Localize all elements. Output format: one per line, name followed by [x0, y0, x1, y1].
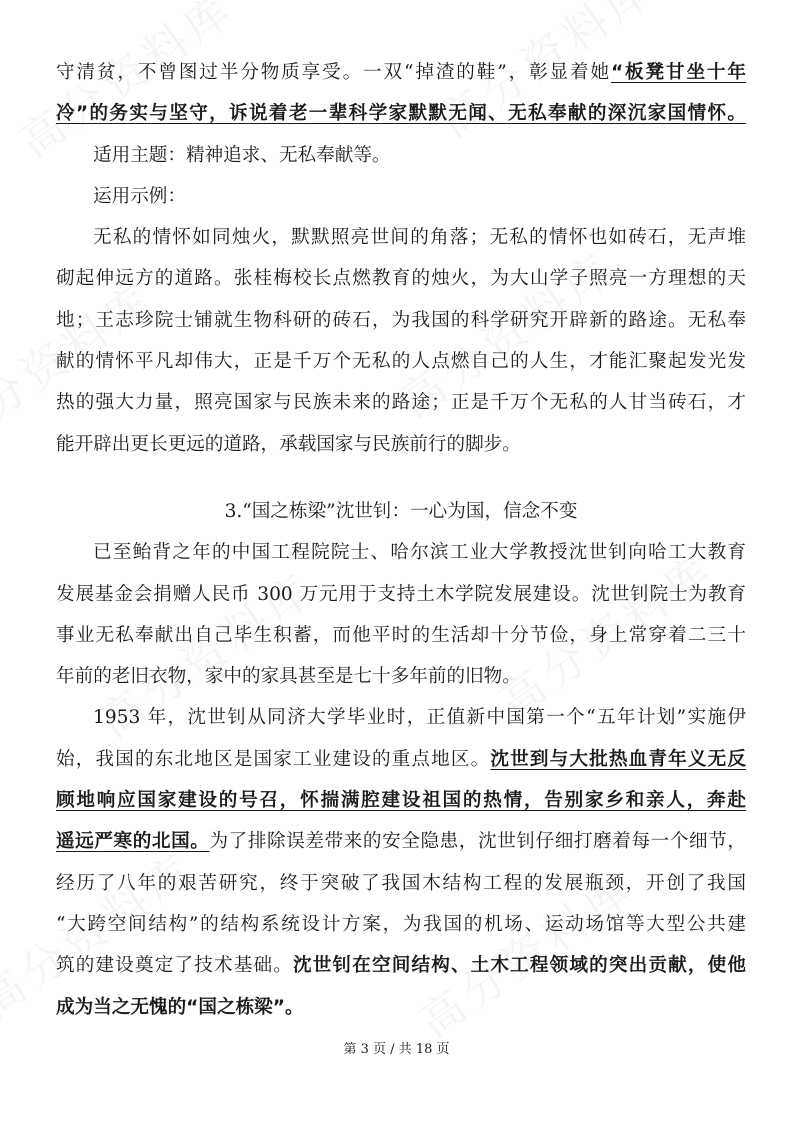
- text-run: 事业无私奉献出自己毕生积蓄，而他平时的生活却十分节俭，身上常穿着二三十: [56, 624, 746, 646]
- text-line: [56, 739, 746, 780]
- text-line: [56, 863, 746, 904]
- emphasized-text: 遥远严寒的北国。: [56, 831, 210, 853]
- text-line: [56, 217, 746, 258]
- text-line: [56, 52, 746, 93]
- text-run: 献的情怀平凡却伟大，正是千万个无私的人点燃自己的人生，才能汇聚起发光发: [56, 351, 746, 373]
- text-line: [56, 821, 746, 862]
- text-run: 能开辟出更长更远的道路，承载国家与民族前行的脚步。: [56, 433, 521, 455]
- text-run: 地；王志珍院士铺就生物科研的砖石，为我国的科学研究开辟新的路途。无私奉: [56, 309, 746, 331]
- text-run: 1953 年，沈世钊从同济大学毕业时，正值新中国第一个“五年计划”实施伊: [93, 707, 746, 729]
- text-line: [56, 697, 746, 738]
- emphasized-text: “板凳甘坐十年: [610, 62, 746, 83]
- text-line: [56, 176, 746, 217]
- text-line: [56, 987, 746, 1028]
- text-line: [56, 615, 746, 656]
- text-line: [56, 945, 746, 986]
- text-run: 始，我国的东北地区是国家工业建设的重点地区。: [56, 748, 491, 770]
- emphasized-text: 沈世到与大批热血青年义无反: [490, 748, 746, 770]
- text-run: 无私的情怀如同烛火，默默照亮世间的角落；无私的情怀也如砖石，无声堆: [93, 227, 746, 249]
- text-line: [56, 780, 746, 821]
- text-run: 筑的建设奠定了技术基础。: [56, 955, 293, 977]
- text-run: 适用主题：精神追求、无私奉献等。: [93, 144, 391, 166]
- text-line: [56, 300, 746, 341]
- text-run: 热的强大力量，照亮国家与民族未来的路途；正是千万个无私的人甘当砖石，才: [56, 392, 746, 414]
- text-line: [56, 93, 746, 134]
- emphasized-text: 冷”的务实与坚守，诉说着老一辈科学家默默无闻、无私奉献的深沉家国情怀。: [56, 103, 746, 125]
- text-line: [56, 341, 746, 382]
- section-heading: [56, 491, 746, 532]
- emphasized-text: 顾地响应国家建设的号召，怀揣满腔建设祖国的热情，告别家乡和亲人，奔赴: [56, 790, 746, 812]
- text-line: [56, 135, 746, 176]
- bold-text: 沈世钊在空间结构、土木工程领域的突出贡献，使他: [292, 955, 746, 977]
- document-body: [56, 52, 746, 1028]
- text-run: 运用示例：: [93, 185, 186, 207]
- bold-text: 成为当之无愧的“国之栋梁”。: [56, 996, 304, 1018]
- text-line: [56, 258, 746, 299]
- text-run: “大跨空间结构”的结构系统设计方案，为我国的机场、运动场馆等大型公共建: [56, 913, 746, 935]
- text-run: 守清贫，不曾图过半分物质享受。一双“掉渣的鞋”，彰显着她: [56, 62, 611, 83]
- text-line: [56, 656, 746, 697]
- text-line: [56, 532, 746, 573]
- text-line: [56, 424, 746, 465]
- text-line: [56, 382, 746, 423]
- text-run: 年前的老旧衣物，家中的家具甚至是七十多年前的旧物。: [56, 666, 521, 688]
- text-line: [56, 574, 746, 615]
- text-run: 为了排除误差带来的安全隐患，沈世钊仔细打磨着每一个细节，: [209, 831, 746, 853]
- page-footer: 第 3 页 / 共 18 页: [343, 1042, 450, 1057]
- text-run: 砌起伸远方的道路。张桂梅校长点燃教育的烛火，为大山学子照亮一方理想的天: [56, 268, 746, 290]
- text-run: 发展基金会捐赠人民币 300 万元用于支持土木学院发展建设。沈世钊院士为教育: [56, 583, 746, 605]
- text-line: [56, 904, 746, 945]
- text-run: 已至鲐背之年的中国工程院院士、哈尔滨工业大学教授沈世钊向哈工大教育: [93, 542, 746, 564]
- text-run: 3.“国之栋梁”沈世钊：一心为国，信念不变: [224, 500, 578, 522]
- text-run: 经历了八年的艰苦研究，终于突破了我国木结构工程的发展瓶颈，开创了我国: [56, 872, 746, 894]
